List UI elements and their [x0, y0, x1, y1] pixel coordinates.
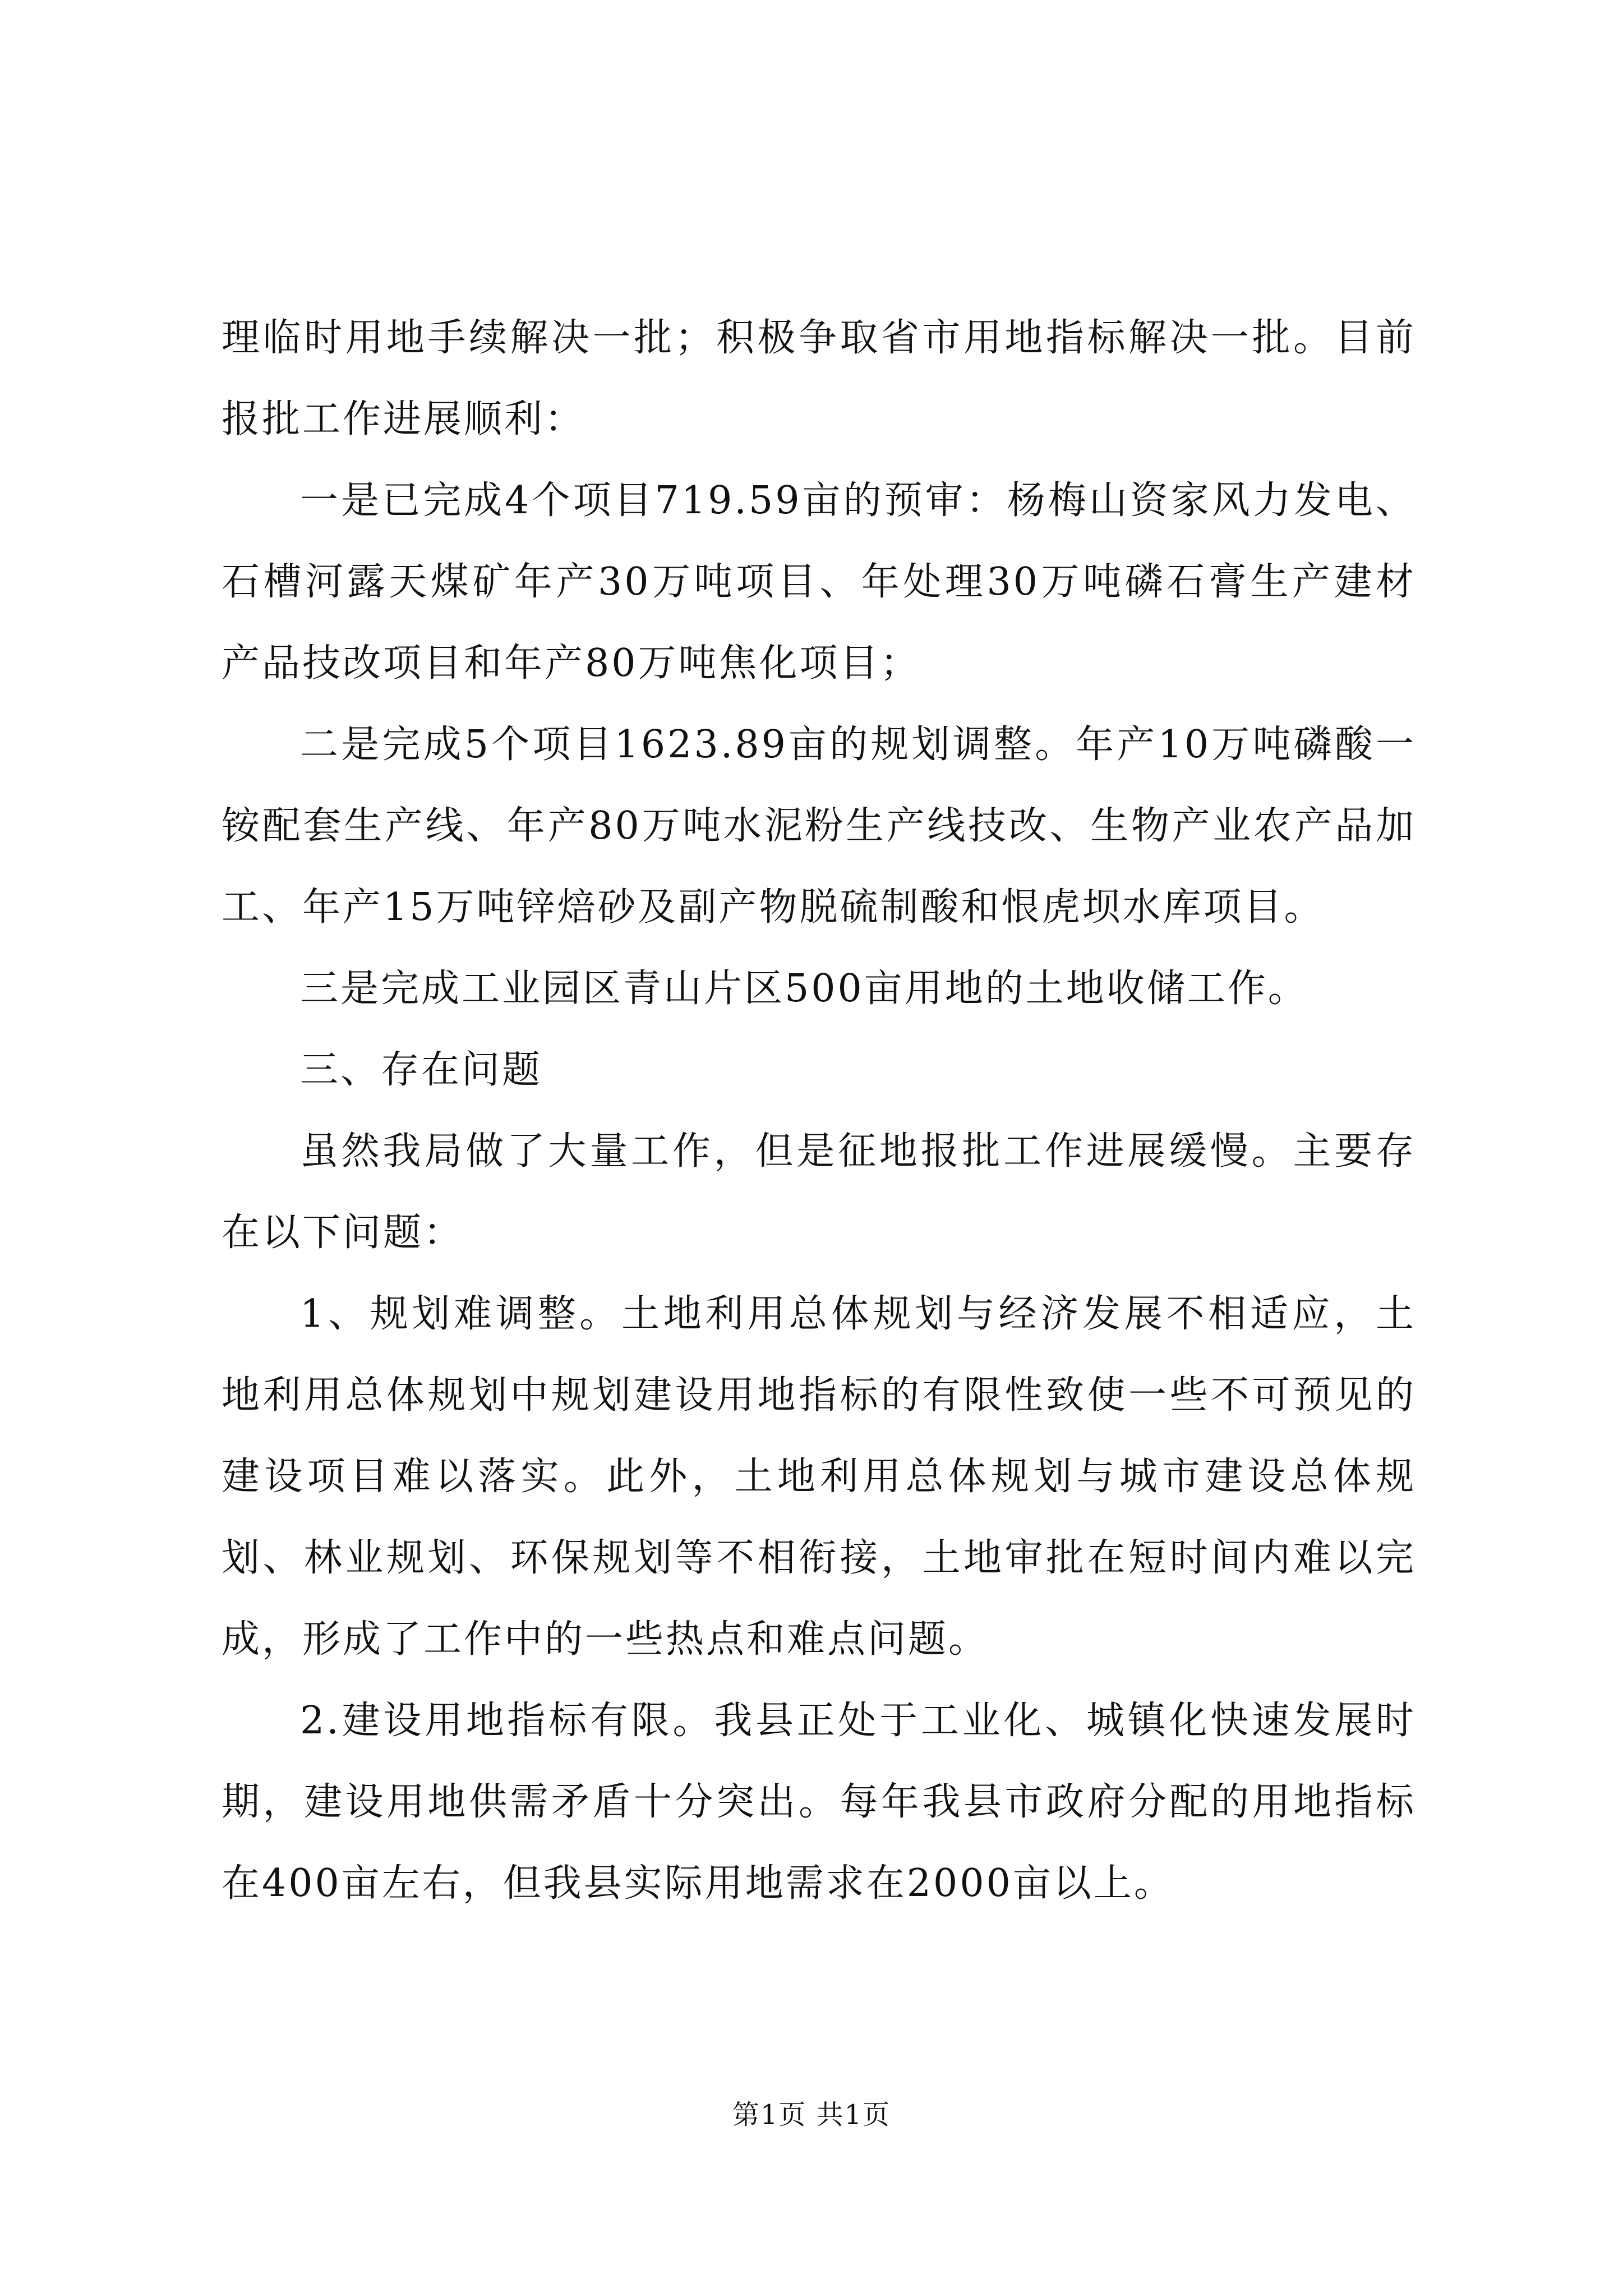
- section-heading: 三、存在问题: [300, 1048, 543, 1092]
- paragraph-6: 1、规划难调整。土地利用总体规划与经济发展不相适应，土地利用总体规划中规划建设用地指标的有限性致使一些不可预见的建设项目难以落实。此外，土地利用总体规划与城市建设总体规划、林业规划、环保规划等不相衔接，土地审批在短时间内难以完成，形成了工作中的一些热点和难点问题。: [222, 1292, 1416, 1662]
- paragraph-1: 理临时用地手续解决一批；积极争取省市用地指标解决一批。目前报批工作进展顺利：: [222, 316, 1416, 441]
- paragraph-2: 一是已完成4个项目719.59亩的预审：杨梅山资家风力发电、石槽河露天煤矿年产30万吨项目、年处理30万吨磷石膏生产建材产品技改项目和年产80万吨焦化项目；: [222, 478, 1416, 685]
- page-footer: 第1页 共1页: [732, 2099, 891, 2131]
- document-body: [222, 297, 1416, 1924]
- paragraph-4: 三是完成工业园区青山片区500亩用地的土地收储工作。: [300, 967, 1308, 1011]
- paragraph-3: 二是完成5个项目1623.89亩的规划调整。年产10万吨磷酸一铵配套生产线、年产80万吨水泥粉生产线技改、生物产业农产品加工、年产15万吨锌焙砂及副产物脱硫制酸和恨虎坝水库项目。: [222, 723, 1416, 930]
- paragraph-5: 虽然我局做了大量工作，但是征地报批工作进展缓慢。主要存在以下问题：: [222, 1129, 1416, 1255]
- paragraph-7: 2.建设用地指标有限。我县正处于工业化、城镇化快速发展时期，建设用地供需矛盾十分突出。每年我县市政府分配的用地指标在400亩左右，但我县实际用地需求在2000亩以上。: [222, 1699, 1416, 1906]
